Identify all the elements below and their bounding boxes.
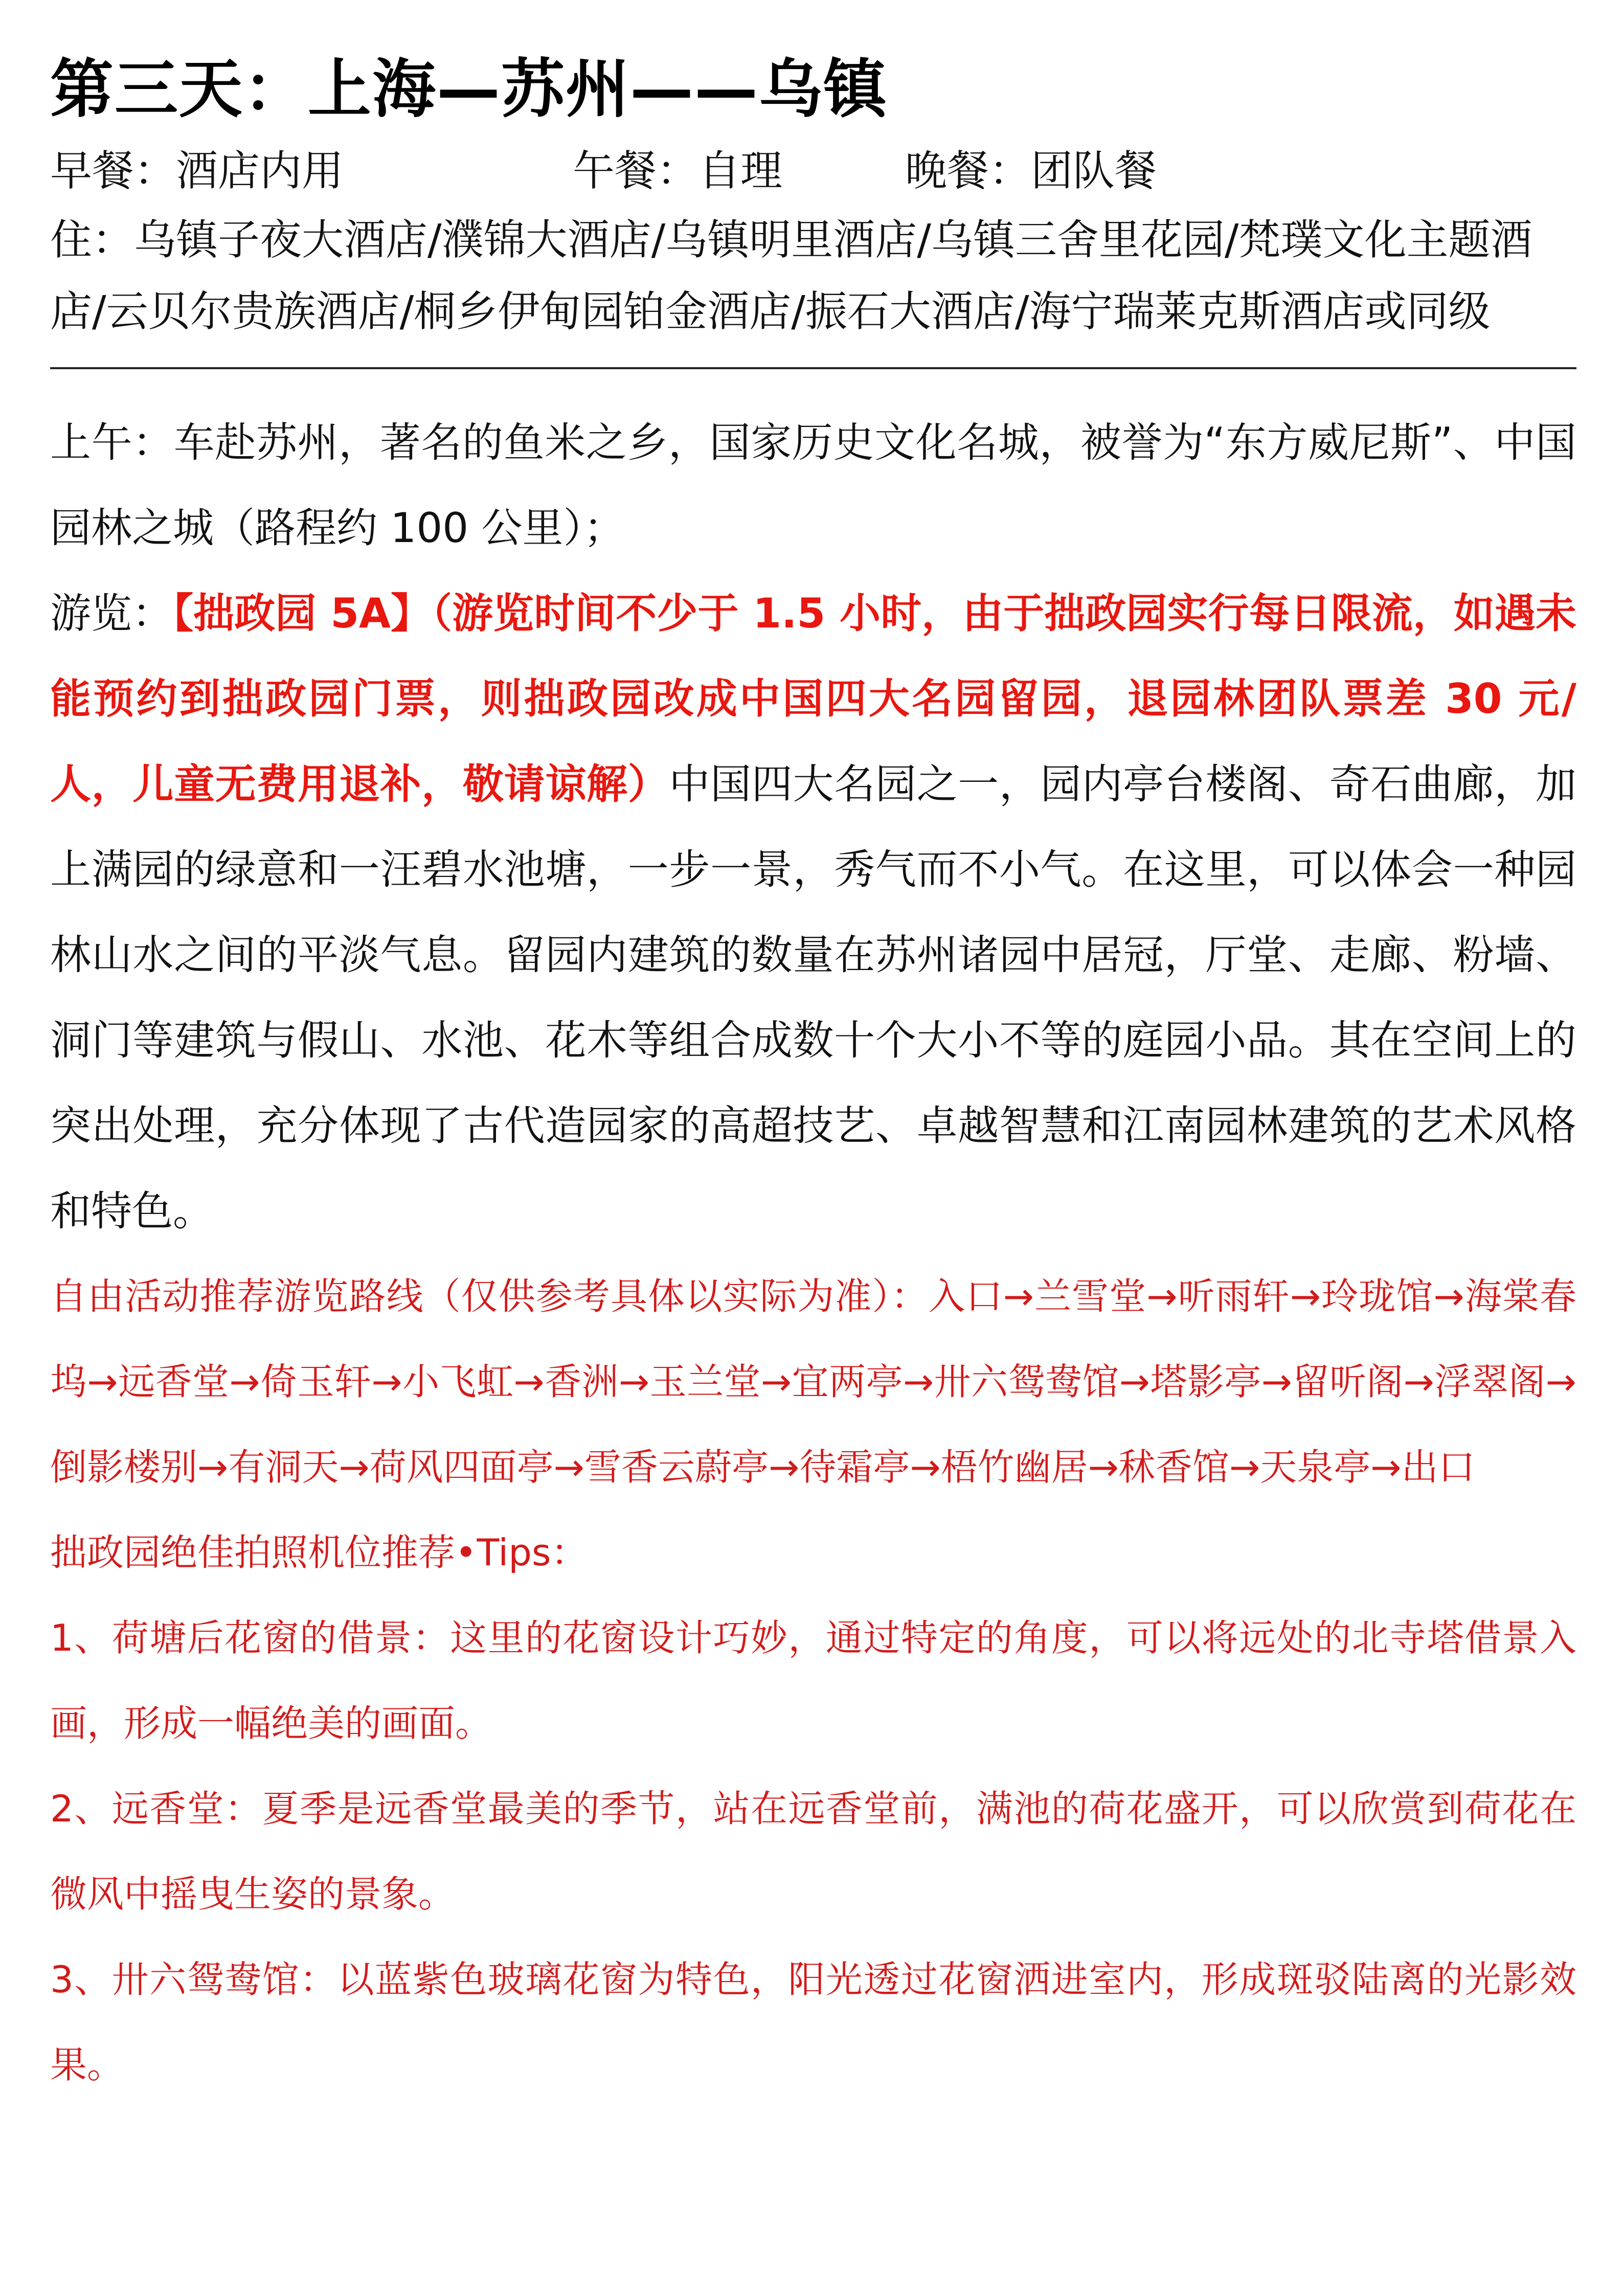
tour-prefix: 游览：	[50, 590, 173, 637]
hotel-list: 住：乌镇子夜大酒店/濮锦大酒店/乌镇明里酒店/乌镇三舍里花园/梵璞文化主题酒店/云贝尔贵族酒店/桐乡伊甸园铂金酒店/振石大酒店/海宁瑞莱克斯酒店或同级	[50, 216, 1532, 336]
day-heading: 第三天：上海—苏州——乌镇	[50, 53, 888, 126]
recommended-route: 自由活动推荐游览路线（仅供参考具体以实际为准）：入口→兰雪堂→听雨轩→玲珑馆→海棠春坞→远香堂→倚玉轩→小飞虹→香洲→玉兰堂→宜两亭→卅六鸳鸯馆→塔影亭→留听阁→浮翠阁→倒影楼别→有洞天→荷风四面亭→雪香云蔚亭→待霜亭→梧竹幽居→秫香馆→天泉亭→出口	[50, 1275, 1576, 1489]
lunch-text: 午餐：自理	[573, 147, 783, 195]
itinerary-page	[50, 46, 1576, 2108]
tour-description: 中国四大名园之一，园内亭台楼阁、奇石曲廊，加上满园的绿意和一汪碧水池塘，一步一景，秀气而不小气。在这里，可以体会一种园林山水之间的平淡气息。留园内建筑的数量在苏州诸园中居冠，厅堂、走廊、粉墙、洞门等建筑与假山、水池、花木等组合成数十个大小不等的庭园小品。其在空间上的突出处理，充分体现了古代造园家的高超技艺、卓越智慧和江南园林建筑的艺术风格和特色。	[50, 760, 1577, 1235]
morning-text: 上午：车赴苏州，著名的鱼米之乡，国家历史文化名城，被誉为“东方威尼斯”、中国园林之城（路程约 100 公里）；	[50, 419, 1576, 552]
photo-tip-2: 2、远香堂：夏季是远香堂最美的季节，站在远香堂前，满池的荷花盛开，可以欣赏到荷花在微风中摇曳生姿的景象。	[50, 1787, 1576, 1916]
divider	[50, 367, 1576, 369]
photo-tips-title: 拙政园绝佳拍照机位推荐•Tips：	[50, 1531, 588, 1574]
breakfast-text: 早餐：酒店内用	[50, 147, 344, 195]
photo-tip-3: 3、卅六鸳鸯馆：以蓝紫色玻璃花窗为特色，阳光透过花窗洒进室内，形成斑驳陆离的光影效果。	[50, 1958, 1576, 2086]
photo-tip-1: 1、荷塘后花窗的借景：这里的花窗设计巧妙，通过特定的角度，可以将远处的北寺塔借景入画，形成一幅绝美的画面。	[50, 1616, 1576, 1745]
tour-highlight: 【拙政园 5A】（游览时间不少于 1.5 小时，由于拙政园实行每日限流，如遇未能预约到拙政园门票，则拙政园改成中国四大名园留园，退园林团队票差 30 元/人，儿童无费用退补，敬请谅解）	[50, 590, 1577, 808]
dinner-text: 晚餐：团队餐	[905, 147, 1157, 195]
tour-paragraph	[50, 571, 1576, 1254]
meals-line	[50, 138, 1576, 205]
